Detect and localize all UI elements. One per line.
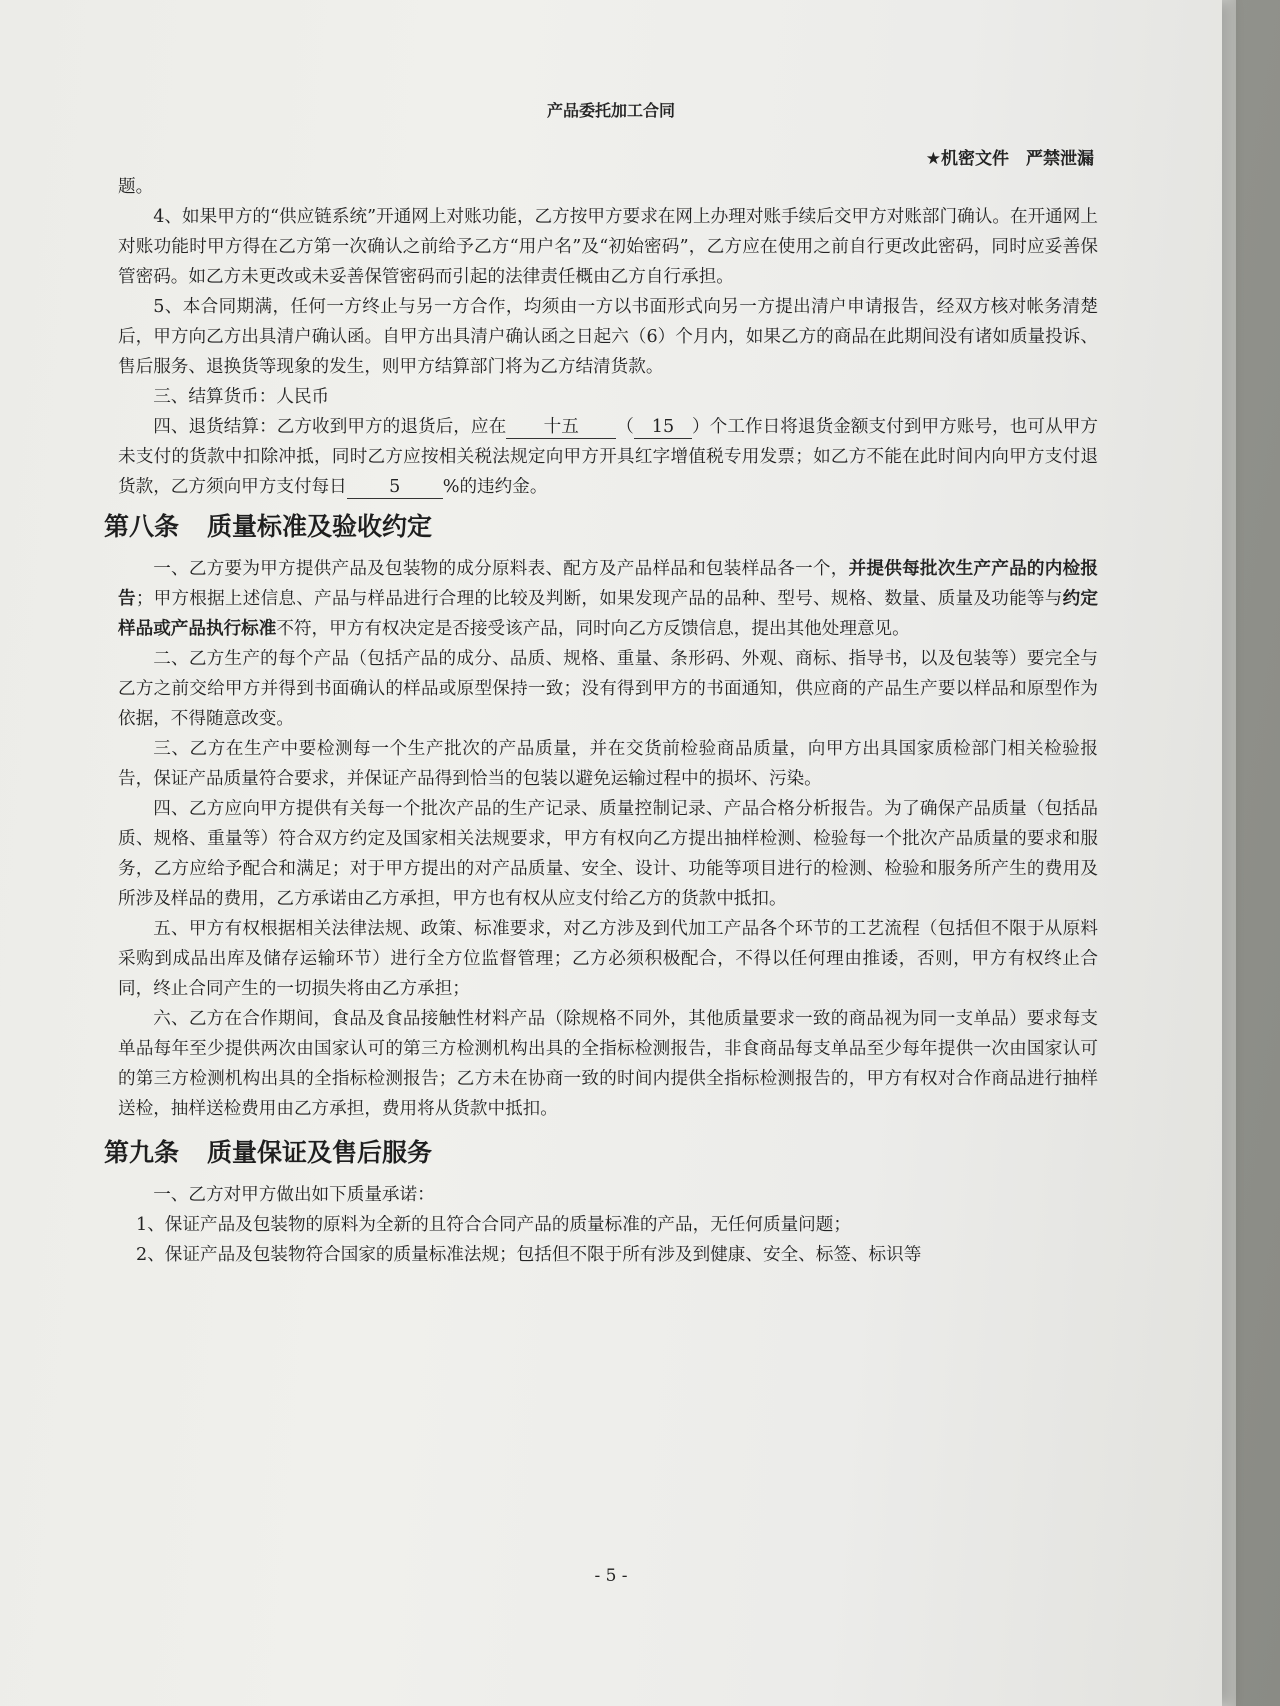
refund-text-2: 个工作日将退货金额支付到甲方账号，也可从甲方未支付的货款中扣除冲抵，同时乙方应按相关税法规定向甲方开具红字增值税专用发票；如乙方不能在此时间内向甲方支付退货款，乙方须向甲方支付每日: [118, 417, 1098, 497]
article-8-heading: [104, 510, 1098, 544]
clause-text: ；甲方根据上述信息、产品与样品进行合理的比较及判断，如果发现产品的品种、型号、规格、数量、质量及功能等与: [135, 589, 1063, 609]
clause-bold-text: 约定样品或产品执行标准: [118, 588, 1098, 639]
article-8-title: 质量标准及验收约定: [207, 512, 433, 541]
article-8-clause-1: [118, 554, 1098, 644]
article-9-heading: [104, 1136, 1098, 1170]
article-9-item-1: 1、保证产品及包装物的原料为全新的且符合合同产品的质量标准的产品，无任何质量问题；: [136, 1215, 851, 1235]
article-8-clause-4: 四、乙方应向甲方提供有关每一个批次产品的生产记录、质量控制记录、产品合格分析报告。为了确保产品质量（包括品质、规格、重量等）符合双方约定及国家相关法规要求，甲方有权向乙方提出抽样检测、检验每一个批次产品质量的要求和服务，乙方应给予配合和满足；对于甲方提出的对产品质量、安全、设计、功能等项目进行的检测、检验和服务所产生的费用及所涉及样品的费用，乙方承诺由乙方承担，甲方也有权从应支付给乙方的货款中抵扣。: [118, 799, 1098, 909]
page-edge: [1222, 0, 1236, 1706]
paragraph-currency: 三、结算货币：人民币: [153, 387, 330, 407]
refund-days-cn-blank: 十五: [506, 416, 616, 439]
article-9-clause-1: 一、乙方对甲方做出如下质量承诺：: [153, 1185, 435, 1205]
refund-text-1: 四、退货结算：乙方收到甲方的退货后，应在: [153, 417, 507, 437]
refund-text-3: %的违约金。: [442, 477, 548, 497]
refund-days-num-blank: 15: [634, 416, 692, 439]
paragraph-contract-expiry: 5、本合同期满，任何一方终止与另一方合作，均须由一方以书面形式向另一方提出清户申请报告，经双方核对帐务清楚后，甲方向乙方出具清户确认函。自甲方出具清户确认函之日起六（6）个月内，如果乙方的商品在此期间没有诸如质量投诉、售后服务、退换货等现象的发生，则甲方结算部门将为乙方结清货款。: [118, 297, 1098, 377]
article-8-number: 第八条: [104, 512, 180, 541]
article-8-clause-2: 二、乙方生产的每个产品（包括产品的成分、品质、规格、重量、条形码、外观、商标、指导书，以及包装等）要完全与乙方之前交给甲方并得到书面确认的样品或原型保持一致；没有得到甲方的书面通知，供应商的产品生产要以样品和原型作为依据，不得随意改变。: [118, 649, 1098, 729]
article-9-number: 第九条: [104, 1138, 180, 1167]
document-body: [104, 172, 1098, 1270]
clause-bold-text: 并提供每批次生产产品的内检报告: [118, 558, 1098, 609]
article-8-clause-5: 五、甲方有权根据相关法律法规、政策、标准要求，对乙方涉及到代加工产品各个环节的工艺流程（包括但不限于从原料采购到成品出库及储存运输环节）进行全方位监督管理；乙方必须积极配合，不得以任何理由推诿，否则，甲方有权终止合同，终止合同产生的一切损失将由乙方承担；: [118, 919, 1098, 999]
paragraph-continuation: 题。: [118, 177, 154, 197]
header-title: 产品委托加工合同: [546, 101, 675, 120]
refund-paren-open: （: [616, 417, 634, 437]
clause-text: 一、乙方要为甲方提供产品及包装物的成分原料表、配方及产品样品和包装样品各一个，: [153, 559, 849, 579]
penalty-rate-blank: 5: [347, 476, 443, 499]
article-8-clause-6: 六、乙方在合作期间，食品及食品接触性材料产品（除规格不同外，其他质量要求一致的商品视为同一支单品）要求每支单品每年至少提供两次由国家认可的第三方检测机构出具的全指标检测报告，非食商品每支单品至少每年提供一次由国家认可的第三方检测机构出具的全指标检测报告；乙方未在协商一致的时间内提供全指标检测报告的，甲方有权对合作商品进行抽样送检，抽样送检费用由乙方承担，费用将从货款中抵扣。: [118, 1009, 1098, 1119]
article-9-item-2: 2、保证产品及包装物符合国家的质量标准法规；包括但不限于所有涉及到健康、安全、标签、标识等: [136, 1245, 922, 1265]
paragraph-online-reconciliation: 4、如果甲方的“供应链系统”开通网上对账功能，乙方按甲方要求在网上办理对账手续后交甲方对账部门确认。在开通网上对账功能时甲方得在乙方第一次确认之前给予乙方“用户名”及“初始密码”，乙方应在使用之前自行更改此密码，同时应妥善保管密码。如乙方未更改或未妥善保管密码而引起的法律责任概由乙方自行承担。: [118, 207, 1098, 287]
page-number: - 5 -: [594, 1566, 628, 1586]
article-9-title: 质量保证及售后服务: [207, 1138, 433, 1167]
paragraph-refund-settlement: [118, 412, 1098, 502]
confidential-label: ★机密文件 严禁泄漏: [925, 149, 1094, 169]
refund-paren-close: ）: [691, 417, 710, 437]
clause-text: 不符，甲方有权决定是否接受该产品，同时向乙方反馈信息，提出其他处理意见。: [276, 619, 910, 639]
article-8-clause-3: 三、乙方在生产中要检测每一个生产批次的产品质量，并在交货前检验商品质量，向甲方出具国家质检部门相关检验报告，保证产品质量符合要求，并保证产品得到恰当的包装以避免运输过程中的损坏、污染。: [118, 739, 1098, 789]
